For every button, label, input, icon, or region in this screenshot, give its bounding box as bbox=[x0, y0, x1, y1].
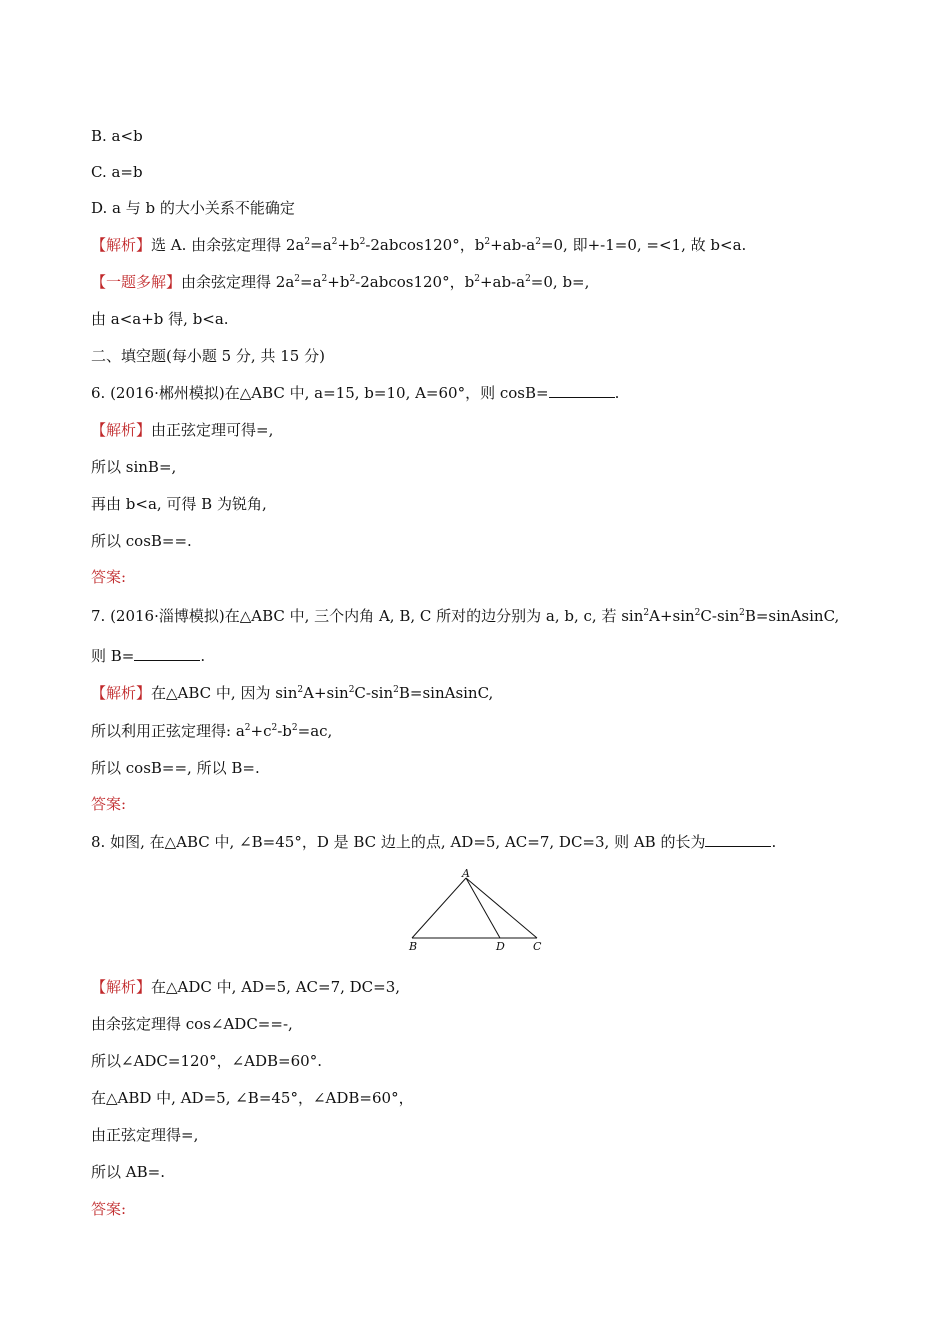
text: 由正弦定理可得=, bbox=[151, 421, 274, 439]
side-ac bbox=[466, 878, 537, 938]
text-line: 所以 cosB==, 所以 B=. bbox=[91, 759, 260, 777]
text: . bbox=[771, 833, 777, 851]
sup: 2 bbox=[535, 237, 541, 247]
text: =a bbox=[310, 236, 332, 254]
solution-6 bbox=[91, 420, 273, 440]
sup: 2 bbox=[359, 237, 366, 247]
label-b: B bbox=[409, 940, 418, 953]
answer-blank bbox=[549, 383, 615, 398]
text: 由余弦定理得 2a bbox=[181, 273, 295, 291]
text-line: 再由 b<a, 可得 B 为锐角, bbox=[91, 495, 267, 513]
answer-label: 答案: bbox=[91, 1200, 127, 1218]
solution-tag: 【解析】 bbox=[91, 236, 152, 254]
text: +ab-a bbox=[479, 273, 526, 291]
text-line: 由余弦定理得 cos∠ADC==-, bbox=[91, 1015, 293, 1033]
question-8 bbox=[91, 832, 776, 852]
sup: 2 bbox=[525, 274, 531, 284]
sup: 2 bbox=[484, 237, 491, 247]
option-c: C. a=b bbox=[91, 163, 143, 181]
sup: 2 bbox=[349, 274, 356, 284]
text: +b bbox=[327, 273, 350, 291]
question-7-cont bbox=[91, 646, 205, 666]
text: +c bbox=[250, 722, 272, 740]
text: A+sin bbox=[649, 607, 695, 625]
answer-blank bbox=[705, 832, 771, 847]
text: C-sin bbox=[700, 607, 740, 625]
text: C-sin bbox=[354, 684, 394, 702]
sup: 2 bbox=[321, 274, 328, 284]
answer-blank bbox=[134, 646, 200, 661]
text: 6. (2016·郴州模拟)在△ABC 中, a=15, b=10, A=60°，则 cosB= bbox=[91, 384, 549, 402]
sup: 2 bbox=[643, 608, 650, 618]
solution-tag: 【解析】 bbox=[91, 421, 152, 439]
text: B=sinAsinC, bbox=[744, 607, 840, 625]
text: . bbox=[614, 384, 620, 402]
solution-tag: 【解析】 bbox=[91, 978, 152, 996]
text-line: 所以∠ADC=120°，∠ADB=60°. bbox=[91, 1052, 322, 1070]
solution-tag: 【解析】 bbox=[91, 684, 152, 702]
text: A+sin bbox=[303, 684, 349, 702]
sup: 2 bbox=[739, 608, 745, 618]
text: 在△ABC 中, 因为 sin bbox=[151, 684, 298, 702]
option-d: D. a 与 b 的大小关系不能确定 bbox=[91, 199, 295, 217]
text-line: 由 a<a+b 得, b<a. bbox=[91, 310, 229, 328]
sup: 2 bbox=[348, 685, 355, 695]
text-line: 所以 sinB=, bbox=[91, 458, 177, 476]
text: 所以利用正弦定理得: a bbox=[91, 722, 245, 740]
question-6 bbox=[91, 383, 619, 403]
solution-8 bbox=[91, 977, 400, 997]
solution-7 bbox=[91, 683, 493, 703]
sup: 2 bbox=[271, 723, 278, 733]
segment-ad bbox=[466, 878, 500, 938]
text-line bbox=[91, 721, 332, 741]
sup: 2 bbox=[304, 237, 311, 247]
sup: 2 bbox=[694, 608, 701, 618]
text: =0, 即+-1=0, =<1, 故 b<a. bbox=[540, 236, 747, 254]
text: B=sinAsinC, bbox=[398, 684, 494, 702]
alt-solution-tag: 【一题多解】 bbox=[91, 273, 182, 291]
text-line: 所以 cosB==. bbox=[91, 532, 192, 550]
label-c: C bbox=[533, 940, 542, 953]
sup: 2 bbox=[291, 723, 298, 733]
option-b: B. a<b bbox=[91, 127, 143, 145]
text: 8. 如图, 在△ABC 中, ∠B=45°，D 是 BC 边上的点, AD=5, AC=7, DC=3, 则 AB 的长为 bbox=[91, 833, 706, 851]
text: +ab-a bbox=[490, 236, 536, 254]
text: -2abcos120°，b bbox=[355, 273, 475, 291]
text-line: 所以 AB=. bbox=[91, 1163, 165, 1181]
alt-solution-5 bbox=[91, 272, 589, 292]
text: =0, b=, bbox=[530, 273, 590, 291]
side-ab bbox=[412, 878, 466, 938]
sup: 2 bbox=[244, 723, 251, 733]
text-line: 在△ABD 中, AD=5, ∠B=45°，∠ADB=60°， bbox=[91, 1089, 414, 1107]
question-7 bbox=[91, 606, 839, 626]
triangle-figure bbox=[400, 868, 550, 954]
text: +b bbox=[337, 236, 360, 254]
text: . bbox=[200, 647, 206, 665]
section-heading: 二、填空题(每小题 5 分, 共 15 分) bbox=[91, 347, 325, 365]
text: 7. (2016·淄博模拟)在△ABC 中, 三个内角 A, B, C 所对的边分别为 a, b, c, 若 sin bbox=[91, 607, 644, 625]
sup: 2 bbox=[297, 685, 304, 695]
sup: 2 bbox=[331, 237, 338, 247]
text: 则 B= bbox=[91, 647, 135, 665]
text: 在△ADC 中, AD=5, AC=7, DC=3, bbox=[151, 978, 401, 996]
text: =a bbox=[300, 273, 322, 291]
sup: 2 bbox=[474, 274, 480, 284]
text: -b bbox=[277, 722, 292, 740]
label-d: D bbox=[496, 940, 505, 953]
answer-label: 答案: bbox=[91, 795, 127, 813]
sup: 2 bbox=[294, 274, 301, 284]
text-line: 由正弦定理得=, bbox=[91, 1126, 199, 1144]
text: -2abcos120°，b bbox=[365, 236, 485, 254]
sup: 2 bbox=[393, 685, 399, 695]
label-a: A bbox=[462, 868, 470, 880]
solution-5 bbox=[91, 235, 746, 255]
answer-label: 答案: bbox=[91, 568, 127, 586]
text: =ac, bbox=[297, 722, 333, 740]
text: 选 A. 由余弦定理得 2a bbox=[151, 236, 305, 254]
